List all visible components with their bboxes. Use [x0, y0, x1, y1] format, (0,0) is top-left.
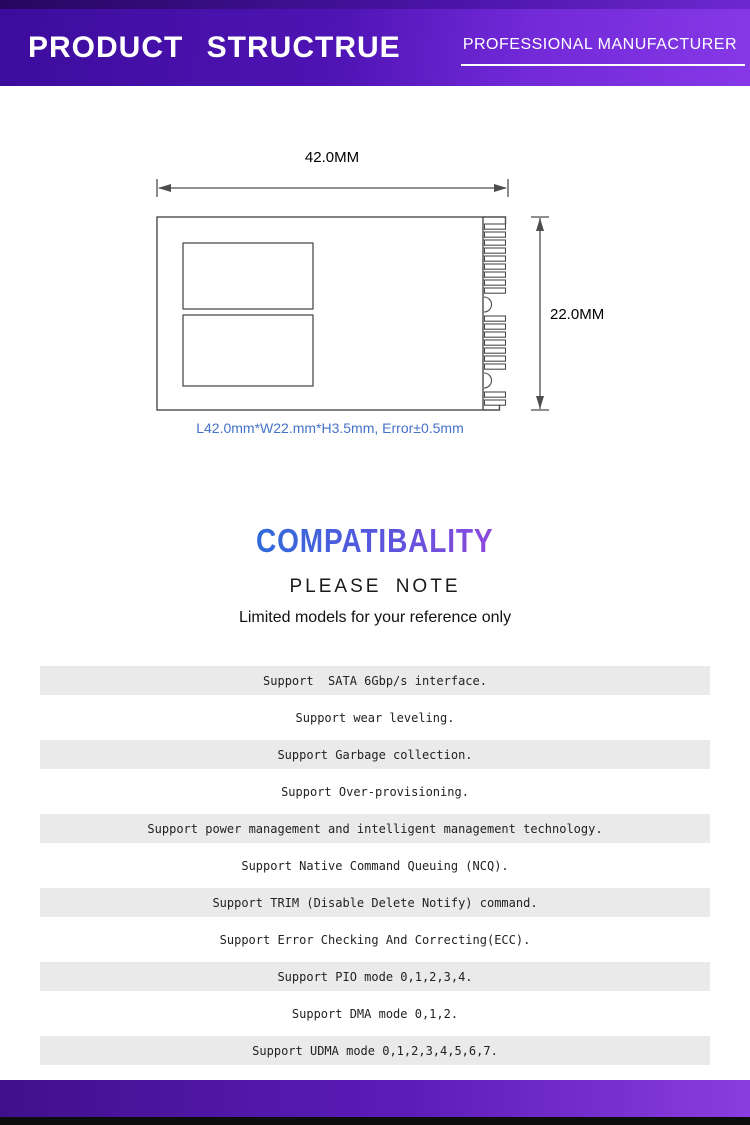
chip-rect-bottom — [183, 315, 313, 386]
page-header — [0, 9, 750, 86]
page-title: PRODUCT STRUCTRUE — [28, 30, 401, 64]
list-item: Support DMA mode 0,1,2. — [291, 1006, 459, 1021]
list-item: Support Over-provisioning. — [281, 784, 469, 799]
arrowhead-left-icon — [158, 184, 171, 192]
list-item: Support Garbage collection. — [40, 740, 710, 769]
compatibility-section — [0, 522, 750, 627]
header-tagline: PROFESSIONAL MANUFACTURER — [461, 36, 745, 66]
list-item: Support TRIM (Disable Delete Notify) command. — [40, 888, 710, 917]
arrowhead-down-icon — [536, 396, 544, 409]
height-dimension-label: 22.0MM — [550, 306, 605, 323]
list-item: Support power management and intelligent management technology. — [40, 814, 710, 843]
arrowhead-right-icon — [494, 184, 507, 192]
reference-note: Limited models for your reference only — [238, 609, 512, 626]
dimension-diagram — [0, 140, 750, 455]
footer-black-strip — [0, 1117, 750, 1125]
height-dimension-line — [531, 217, 549, 410]
list-item: Support PIO mode 0,1,2,3,4. — [40, 962, 710, 991]
compatibility-title: COMPATIBALITY — [256, 522, 494, 559]
width-dimension-label: 42.0MM — [304, 149, 360, 166]
arrowhead-up-icon — [536, 218, 544, 231]
list-item: Support wear leveling. — [295, 710, 455, 725]
connector-pins — [484, 224, 506, 405]
list-item: Support Error Checking And Correcting(ECC). — [219, 932, 531, 947]
chip-rect-top — [183, 243, 313, 309]
width-dimension-line — [157, 179, 508, 197]
feature-list — [40, 666, 710, 1073]
list-item: Support UDMA mode 0,1,2,3,4,5,6,7. — [40, 1036, 710, 1065]
list-item: Support SATA 6Gbp/s interface. — [40, 666, 710, 695]
top-accent-strip — [0, 0, 750, 9]
footer-accent-bar — [0, 1080, 750, 1117]
list-item: Support Native Command Queuing (NCQ). — [241, 858, 509, 873]
size-caption: L42.0mm*W22.mm*H3.5mm, Error±0.5mm — [196, 420, 464, 436]
please-note-label: PLEASE NOTE — [289, 576, 461, 597]
